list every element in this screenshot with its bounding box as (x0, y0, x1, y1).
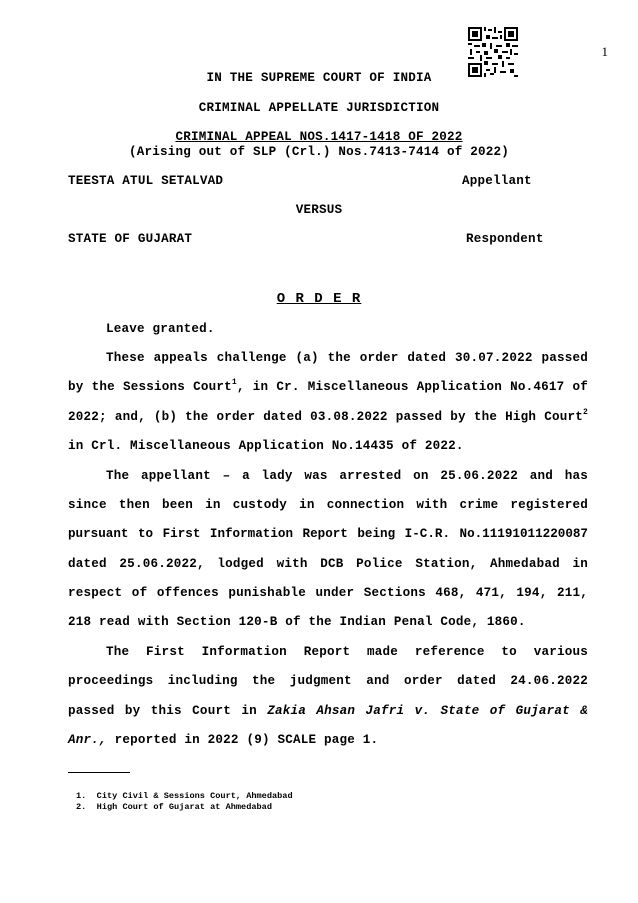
qr-code-icon (468, 27, 518, 77)
footnote-2-text: High Court of Gujarat at Ahmedabad (96, 802, 272, 812)
footnote-divider (68, 772, 130, 773)
jurisdiction: CRIMINAL APPELLATE JURISDICTION (198, 101, 440, 115)
para-3-line-4: dated 25.06.2022, lodged with DCB Police Station, Ahmedabad in (68, 557, 588, 571)
para-2-line-3 (68, 410, 588, 424)
para-4-line-4 (68, 733, 378, 747)
para-3-line-1: The appellant – a lady was arrested on 25.06.2022 and has (106, 469, 588, 483)
para-2-line-2a: by the Sessions Court (68, 380, 232, 394)
case-number (0, 130, 638, 144)
arising-from: (Arising out of SLP (Crl.) Nos.7413-7414 of 2022) (128, 145, 510, 159)
para-1: Leave granted. (106, 322, 215, 336)
para-3-line-3: pursuant to First Information Report being I-C.R. No.11191011220087 (68, 527, 588, 541)
case-citation-anr: Anr., (68, 733, 107, 747)
footnote-1-number: 1. (76, 791, 87, 801)
para-3-line-5: respect of offences punishable under Sections 468, 471, 194, 211, (68, 586, 588, 600)
para-4-line-4b: reported in 2022 (9) SCALE page 1. (114, 733, 379, 747)
para-2-line-4: in Crl. Miscellaneous Application No.14435 of 2022. (68, 439, 464, 453)
footnote-2-number: 2. (76, 802, 87, 812)
footnote-2 (76, 802, 272, 812)
para-2-line-3a: 2022; and, (b) the order dated 03.08.2022 passed by the High Court (68, 410, 583, 424)
para-3-line-6: 218 read with Section 120-B of the Indian Penal Code, 1860. (68, 615, 526, 629)
para-4-line-3a: passed by this Court in (68, 704, 257, 718)
para-4-line-3 (68, 704, 588, 718)
appellant-name: TEESTA ATUL SETALVAD (68, 174, 224, 188)
case-number-text: CRIMINAL APPEAL NOS.1417-1418 OF 2022 (175, 130, 463, 144)
footnote-ref-1: 1 (231, 378, 237, 387)
footnote-1-text: City Civil & Sessions Court, Ahmedabad (96, 791, 293, 801)
para-3-line-2: since then been in custody in connection with crime registered (68, 498, 588, 512)
para-2-line-2b: , in Cr. Miscellaneous Application No.4617 of (236, 380, 588, 394)
para-4-line-1: The First Information Report made reference to various (106, 645, 588, 659)
para-2-line-1: These appeals challenge (a) the order dated 30.07.2022 passed (106, 351, 588, 365)
footnote-ref-2: 2 (582, 408, 588, 417)
respondent-name: STATE OF GUJARAT (68, 232, 193, 246)
order-heading-text: O R D E R (276, 291, 362, 307)
footnote-1 (76, 791, 293, 801)
court-name: IN THE SUPREME COURT OF INDIA (206, 71, 432, 85)
versus: VERSUS (295, 203, 343, 217)
para-4-line-2: proceedings including the judgment and order dated 24.06.2022 (68, 674, 588, 688)
respondent-role: Respondent (466, 232, 544, 246)
order-heading (0, 291, 638, 307)
para-2-line-2 (68, 380, 588, 394)
case-citation-name: Zakia Ahsan Jafri v. State of Gujarat & (267, 704, 588, 718)
appellant-role: Appellant (462, 174, 532, 188)
page-number: 1 (601, 44, 608, 59)
